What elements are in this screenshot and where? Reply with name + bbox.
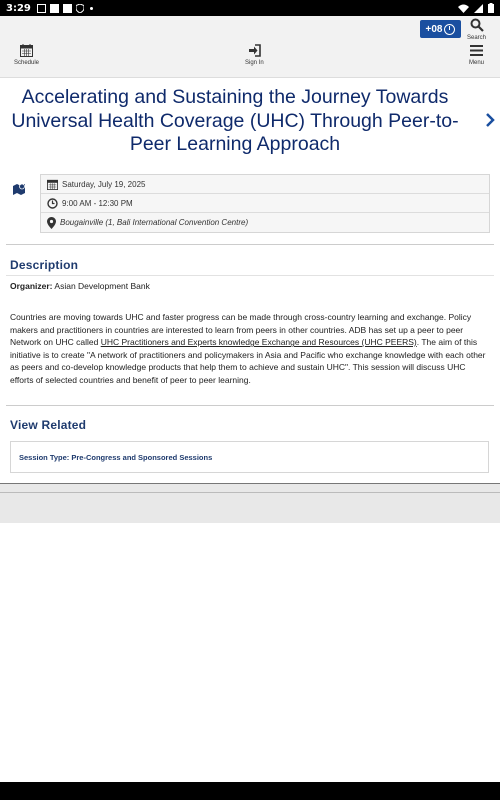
session-type-label: Session Type: Pre-Congress and Sponsored Sessions (19, 453, 213, 462)
footer (0, 483, 500, 523)
session-date-row (41, 175, 489, 194)
session-time: 9:00 AM - 12:30 PM (62, 198, 133, 208)
search-label: Search (467, 35, 487, 41)
divider (6, 405, 494, 406)
location-pin-icon (47, 217, 56, 229)
top-navigation (0, 16, 500, 78)
search-icon (470, 18, 484, 32)
session-time-row (41, 194, 489, 213)
schedule-button[interactable] (14, 44, 39, 66)
hamburger-icon (470, 44, 483, 57)
more-notifications-icon (90, 7, 93, 10)
search-button[interactable] (467, 18, 486, 41)
session-location: Bougainville (1, Bali International Convention Centre) (60, 218, 249, 227)
calendar-icon (20, 44, 33, 57)
divider (6, 275, 494, 276)
calendar-icon (47, 179, 58, 190)
menu-label: Menu (469, 60, 485, 66)
wifi-icon (458, 4, 469, 13)
signal-icon (474, 4, 483, 13)
clock-icon (444, 24, 455, 35)
notification-icon (50, 4, 59, 13)
clock-icon (47, 198, 58, 209)
divider (6, 244, 494, 245)
sign-in-label: Sign In (245, 60, 264, 66)
status-icons (37, 4, 93, 13)
shield-icon (76, 4, 84, 13)
description-heading: Description (10, 258, 79, 272)
status-bar (0, 0, 500, 16)
session-date: Saturday, July 19, 2025 (62, 179, 146, 189)
timezone-button[interactable] (420, 20, 461, 38)
organizer (10, 281, 150, 291)
organizer-label: Organizer: (10, 281, 53, 291)
sign-in-button[interactable] (245, 44, 264, 66)
chevron-right-icon (485, 112, 495, 128)
battery-icon (488, 3, 494, 13)
session-type-link[interactable] (10, 441, 489, 473)
schedule-label: Schedule (14, 60, 40, 66)
uhc-peers-link[interactable]: UHC Practitioners and Experts knowledge Exchange and Resources (UHC PEERS) (100, 337, 417, 348)
session-details (40, 174, 490, 233)
session-title: Accelerating and Sustaining the Journey Towards Universal Health Coverage (UHC) Through Peer-to-Peer Learning Approach (11, 86, 459, 155)
description-text (10, 311, 488, 387)
map-icon[interactable] (13, 182, 27, 200)
menu-button[interactable] (469, 44, 484, 66)
sim-icon (37, 4, 46, 13)
status-time: 3:29 (6, 2, 31, 14)
notification-icon (63, 4, 72, 13)
session-location-row (41, 213, 489, 232)
sign-in-icon (248, 44, 261, 57)
organizer-name: Asian Development Bank (54, 281, 150, 291)
view-related-heading: View Related (10, 418, 87, 432)
description-text-part1: Countries are moving towards UHC and faster progress can be made through cross-country learning and exchange. Policy makers and practitioners in countries are interested to learn from peers in other countries. ADB has set up a peer to peer Network on UHC called (10, 312, 472, 348)
navigation-bar (0, 782, 500, 800)
timezone-label: +08 (425, 23, 443, 35)
description-text-part2: . The aim of this initiative is to create "A network of practitioners and policymakers in Asia and Pacific who exchange knowledge with each other as peers and co-develop knowledge products that help them to achieve and sustain UHC". This session will discuss UHC efforts of selected countries and benefit of peer to peer learning. (10, 337, 486, 385)
next-session-button[interactable] (485, 112, 495, 133)
